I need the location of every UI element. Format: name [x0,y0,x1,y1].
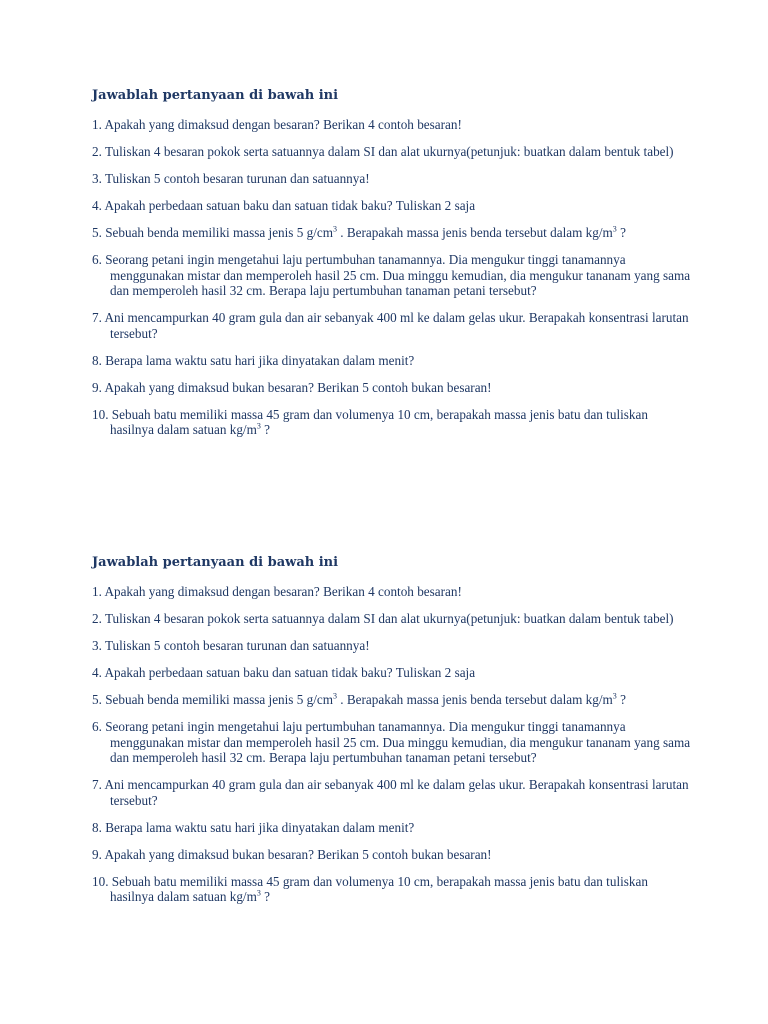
superscript: 3 [333,224,337,234]
question-2: 2. Tuliskan 4 besaran pokok serta satuannya dalam SI dan alat ukurnya(petunjuk: buatkan dalam bentuk tabel) [92,611,674,626]
question-10-text-a: 10. Sebuah batu memiliki massa 45 gram dan volumenya 10 cm, berapakah massa jenis batu dan tuliskan hasilnya dalam satuan kg/m [92,406,648,437]
question-10 [92,874,692,905]
superscript: 3 [612,224,617,234]
question-4: 4. Apakah perbedaan satuan baku dan satuan tidak baku? Tuliskan 2 saja [92,198,476,213]
question-2: 2. Tuliskan 4 besaran pokok serta satuannya dalam SI dan alat ukurnya(petunjuk: buatkan dalam bentuk tabel) [92,144,674,159]
question-4: 4. Apakah perbedaan satuan baku dan satuan tidak baku? Tuliskan 2 saja [92,665,476,680]
section-heading: Jawablah pertanyaan di bawah ini [92,88,339,103]
question-3: 3. Tuliskan 5 contoh besaran turunan dan satuannya! [92,638,370,653]
question-5-text-b: . Berapakah massa jenis benda tersebut dalam kg/m [337,225,613,240]
superscript: 3 [256,888,261,898]
question-5 [92,225,692,241]
question-7: 7. Ani mencampurkan 40 gram gula dan air sebanyak 400 ml ke dalam gelas ukur. Berapakah konsentrasi larutan tersebut? [92,777,689,808]
question-1: 1. Apakah yang dimaksud dengan besaran? Berikan 4 contoh besaran! [92,584,462,599]
question-5-text-c: ? [616,692,626,707]
question-9: 9. Apakah yang dimaksud bukan besaran? Berikan 5 contoh bukan besaran! [92,379,492,395]
question-5-text-c: ? [616,225,626,240]
question-10 [92,407,692,438]
question-1: 1. Apakah yang dimaksud dengan besaran? Berikan 4 contoh besaran! [92,117,462,132]
superscript: 3 [333,691,337,701]
question-6: 6. Seorang petani ingin mengetahui laju pertumbuhan tanamannya. Dia mengukur tinggi tanamannya menggunakan mistar dan memperoleh hasil 25 cm. Dua minggu kemudian, dia mengukur tananam yang sama dan memperoleh hasil 32 cm. Berapa laju pertumbuhan tanaman petani tersebut? [92,719,691,765]
question-6: 6. Seorang petani ingin mengetahui laju pertumbuhan tanamannya. Dia mengukur tinggi tanamannya menggunakan mistar dan memperoleh hasil 25 cm. Dua minggu kemudian, dia mengukur tananam yang sama dan memperoleh hasil 32 cm. Berapa laju pertumbuhan tanaman petani tersebut? [92,252,691,298]
worksheet-section-1 [92,88,692,449]
question-3: 3. Tuliskan 5 contoh besaran turunan dan satuannya! [92,171,370,186]
superscript: 3 [256,421,261,431]
question-5-text-a: 5. Sebuah benda memiliki massa jenis 5 g/cm [92,692,333,707]
question-10-text-b: ? [260,889,271,904]
question-5-text-b: . Berapakah massa jenis benda tersebut dalam kg/m [337,692,613,707]
superscript: 3 [612,691,617,701]
section-heading: Jawablah pertanyaan di bawah ini [92,555,339,570]
question-7: 7. Ani mencampurkan 40 gram gula dan air sebanyak 400 ml ke dalam gelas ukur. Berapakah konsentrasi larutan tersebut? [92,310,689,341]
question-10-text-a: 10. Sebuah batu memiliki massa 45 gram dan volumenya 10 cm, berapakah massa jenis batu dan tuliskan hasilnya dalam satuan kg/m [92,873,648,904]
question-8: 8. Berapa lama waktu satu hari jika dinyatakan dalam menit? [92,819,415,835]
question-9: 9. Apakah yang dimaksud bukan besaran? Berikan 5 contoh bukan besaran! [92,846,492,862]
question-8: 8. Berapa lama waktu satu hari jika dinyatakan dalam menit? [92,352,415,368]
question-5-text-a: 5. Sebuah benda memiliki massa jenis 5 g/cm [92,225,333,240]
question-5 [92,692,692,708]
question-10-text-b: ? [260,422,271,437]
worksheet-section-2 [92,555,692,916]
